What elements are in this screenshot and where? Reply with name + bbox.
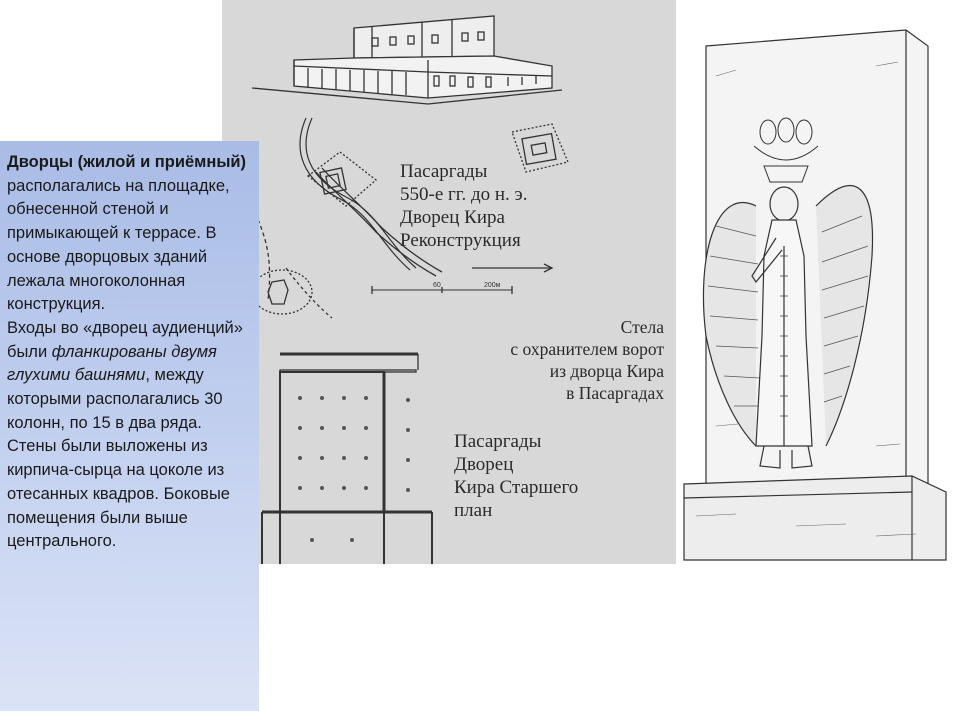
description-heading: Дворцы (жилой и приёмный) [7, 153, 247, 171]
scale-mid: 60 [433, 282, 441, 289]
scale-end: 200м [484, 282, 501, 289]
description-textbox [0, 141, 259, 711]
description-paragraph-2 [7, 317, 253, 554]
palace-reconstruction [252, 16, 562, 104]
description-text-2b: , между которыми располагались 30 колонн, по 15 в два ряда. Стены были выложены из кирпича-сырца на цоколе из отесанных квадров. Боковые помещения были выше центрального. [7, 366, 230, 551]
architectural-drawings [222, 0, 676, 564]
drawings-panel [222, 0, 676, 564]
description-text-2a: Входы во «дворец аудиенций» были [7, 318, 243, 361]
description-italic: фланкированы двумя глухими башнями [7, 342, 217, 385]
caption-plan: Пасаргады Дворец Кира Старшего план [454, 431, 579, 521]
stele-engraving [676, 6, 960, 564]
caption-pasargadae: Пасаргады 550-е гг. до н. э. Дворец Кира Реконструкция [400, 161, 528, 251]
description-text-1: располагались на площадке, обнесенной стеной и примыкающей к террасе. В основе дворцовых зданий лежала многоколонная конструкция. [7, 176, 230, 314]
description-paragraph-1 [7, 151, 253, 317]
guardian-stele-image [676, 6, 960, 564]
caption-stela: Стела с охранителем ворот из дворца Кира в Пасаргадах [510, 317, 664, 403]
